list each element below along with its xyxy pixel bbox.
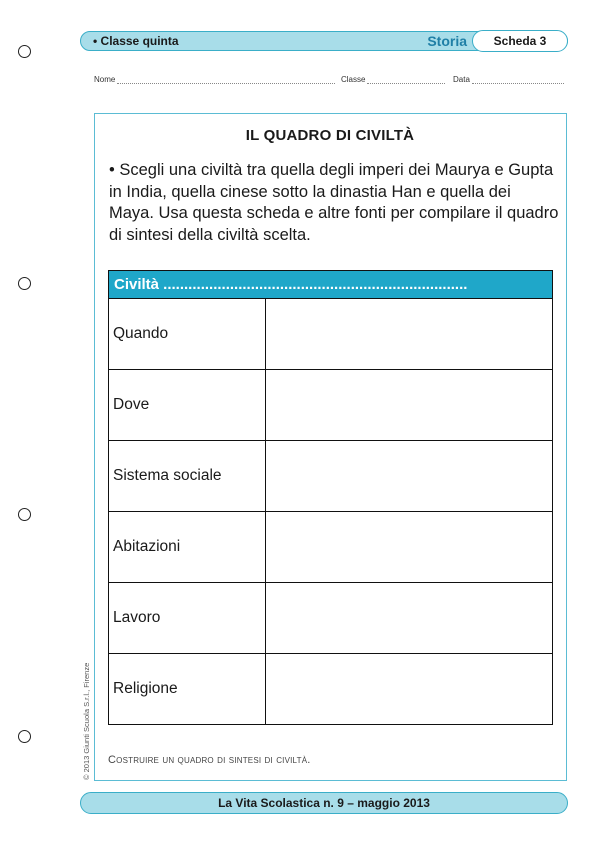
table-row — [109, 583, 552, 654]
answer-cell-quando[interactable] — [266, 299, 552, 369]
instructions-text: • Scegli una civiltà tra quella degli imperi dei Maurya e Gupta in India, quella cinese sotto la dinastia Han e quella dei Maya. Usa questa scheda e altre fonti per compilare il quadro di sintesi della civiltà scelta. — [109, 161, 559, 244]
name-field[interactable] — [94, 75, 335, 84]
binder-hole-2 — [18, 277, 31, 290]
footer-bar: La Vita Scolastica n. 9 – maggio 2013 — [80, 792, 568, 814]
table-row — [109, 441, 552, 512]
row-label-religione: Religione — [109, 654, 266, 724]
header-bar — [80, 31, 568, 51]
class-label: • Classe quinta — [93, 34, 179, 48]
student-fields — [94, 75, 566, 87]
answer-cell-religione[interactable] — [266, 654, 552, 724]
name-label: Nome — [94, 75, 116, 84]
class-field[interactable] — [341, 75, 445, 84]
table-row — [109, 370, 552, 441]
answer-cell-sistema-sociale[interactable] — [266, 441, 552, 511]
binder-hole-3 — [18, 508, 31, 521]
page-title: IL QUADRO DI CIVILTÀ — [245, 127, 415, 144]
answer-cell-dove[interactable] — [266, 370, 552, 440]
row-label-lavoro: Lavoro — [109, 583, 266, 653]
date-field[interactable] — [453, 75, 564, 84]
table-row — [109, 654, 552, 724]
date-label: Data — [453, 75, 470, 84]
table-row — [109, 512, 552, 583]
summary-table — [108, 270, 553, 725]
civilization-header[interactable]: Civiltà ......................................................................... — [109, 271, 552, 299]
row-label-dove: Dove — [109, 370, 266, 440]
sheet-badge: Scheda 3 — [472, 30, 568, 52]
table-row — [109, 299, 552, 370]
row-label-sistema-sociale: Sistema sociale — [109, 441, 266, 511]
answer-cell-abitazioni[interactable] — [266, 512, 552, 582]
binder-hole-4 — [18, 730, 31, 743]
answer-cell-lavoro[interactable] — [266, 583, 552, 653]
class-field-label: Classe — [341, 75, 366, 84]
row-label-quando: Quando — [109, 299, 266, 369]
row-label-abitazioni: Abitazioni — [109, 512, 266, 582]
binder-hole-1 — [18, 45, 31, 58]
learning-objective: Costruire un quadro di sintesi di civiltà. — [108, 754, 311, 766]
subject-label: Storia — [427, 33, 467, 49]
copyright-note: © 2013 Giunti Scuola S.r.l., Firenze — [82, 662, 91, 780]
